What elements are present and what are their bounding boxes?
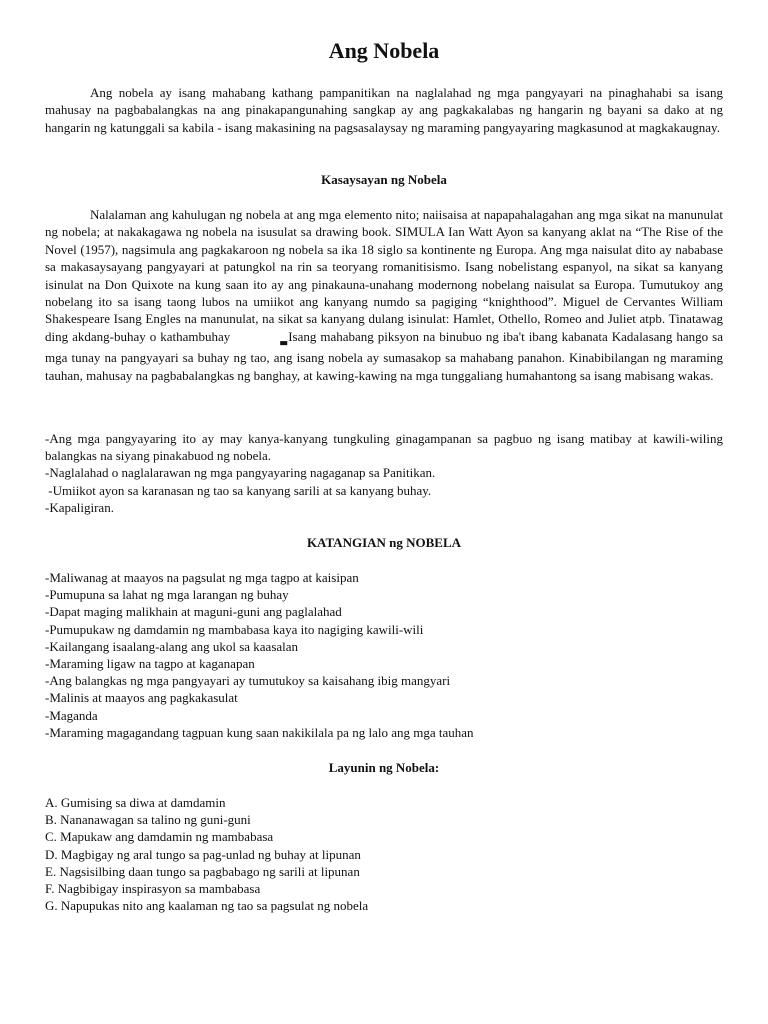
list-item: -Ang mga pangyayaring ito ay may kanya-kanyang tungkuling ginagampanan sa pagbuo ng isang matibay at kawili-wiling balangkas na siyang pinakabuod ng nobela. <box>45 431 723 464</box>
list-item: -Maganda <box>45 707 98 723</box>
list-item: E. Nagsisilbing daan tungo sa pagbabago ng sarili at lipunan <box>45 863 360 879</box>
list-item: -Pumupukaw ng damdamin ng mambabasa kaya ito nagiging kawili-wili <box>45 621 424 637</box>
layunin-heading: Layunin ng Nobela: <box>328 760 440 775</box>
list-item: A. Gumising sa diwa at damdamin <box>45 795 226 810</box>
list-item: -Maraming magagandang tagpuan kung saan nakikilala pa ng lalo ang mga tauhan <box>45 724 474 740</box>
list-item: B. Nananawagan sa talino ng guni-guni <box>45 812 251 828</box>
kasaysayan-heading: Kasaysayan ng Nobela <box>321 172 447 187</box>
list-item: -Dapat maging malikhain at maguni-guni ang paglalahad <box>45 604 342 620</box>
list-item: D. Magbigay ng aral tungo sa pag-unlad ng buhay at lipunan <box>45 846 361 862</box>
katangian-list <box>45 569 723 741</box>
list-item: -Maraming ligaw na tagpo at kaganapan <box>45 656 255 672</box>
list-item: -Malinis at maayos ang pagkakasulat <box>45 690 238 706</box>
list-item: -Naglalahad o naglalarawan ng mga pangyayaring nagaganap sa Panitikan. <box>45 465 436 481</box>
list-item: F. Nagbibigay inspirasyon sa mambabasa <box>45 881 261 897</box>
document-title: Ang Nobela <box>328 38 440 63</box>
list-item: G. Napupukas nito ang kaalaman ng tao sa pagsulat ng nobela <box>45 898 369 914</box>
list-item: -Ang balangkas ng mga pangyayari ay tumutukoy sa kaisahang ibig mangyari <box>45 673 451 689</box>
list-item: -Kapaligiran. <box>45 499 114 515</box>
kasaysayan-text-part1: Nalalaman ang kahulugan ng nobela at ang mga elemento nito; naiisaisa at napapahalagahan ang mga sikat na manunulat ng nobela; at nakakagawa ng nobela na isusulat sa drawing book. SIMULA Ian Watt Ayon sa kanyang aklat na “The Rise of the Novel (1957), nagsimula ang pagkakaroon ng nobela sa ika 18 siglo sa kontinente ng Europa. Ang mga naisulat dito ay nababase sa makasaysayang pangyayari at patungkol na rin sa teoryang romanitisismo. Isang nobelistang espanyol, na sikat sa kanyang isinulat na Don Quixote na kung saan ito ay ang pinakauna-unahang modernong nobelang naisulat sa Europa. Tumutukoy ang nobelang ito sa isang taong lubos na umiikot ang kanyang numdo sa pagiging “knighthood”. Miguel de Cervantes William Shakespeare Isang Engles na manunulat, na sikat sa kanyang dulang isinulat: Hamlet, Othello, Romeo and Juliet atpb. Tinatawag ding akdang-buhay o kathambuhay <box>45 207 723 344</box>
list-item: -Kailangang isaalang-alang ang ukol sa kaasalan <box>45 638 299 654</box>
layunin-list <box>45 794 723 914</box>
kasaysayan-points <box>45 430 723 516</box>
list-item: C. Mapukaw ang damdamin ng mambabasa <box>45 829 274 845</box>
list-item: -Maliwanag at maayos na pagsulat ng mga tagpo at kaisipan <box>45 570 359 585</box>
inline-bullet-icon: ▃ <box>280 334 288 345</box>
list-item: -Umiikot ayon sa karanasan ng tao sa kanyang sarili at sa kanyang buhay. <box>45 482 432 498</box>
katangian-heading: KATANGIAN ng NOBELA <box>306 535 462 550</box>
kasaysayan-paragraph <box>45 206 723 384</box>
kasaysayan-text-part2: Isang mahabang piksyon na binubuo ng iba't ibang kabanata Kadalasang hango sa mga tunay na pangyayari sa buhay ng tao, ang isang nobela ay sumasakop sa mahabang panahon. Kinabibilangan ng maraming tauhan, mahusay na pagbabalangkas ng banghay, at kawing-kawing na mga tunggaliang humahantong sa isang mabisang wakas. <box>45 328 723 383</box>
intro-paragraph: Ang nobela ay isang mahabang kathang pampanitikan na naglalahad ng mga pangyayari na pinaghahabi sa isang mahusay na pagbabalangkas na ang pinakapangunahing sangkap ay ang pagkakalabas ng hangarin ng bayani sa dako at ng hangarin ng katunggali sa kabila - isang makasining na pagsasalaysay ng maraming pangyayaring magkasunod at magkakaugnay. <box>45 85 723 135</box>
list-item: -Pumupuna sa lahat ng mga larangan ng buhay <box>45 587 289 603</box>
